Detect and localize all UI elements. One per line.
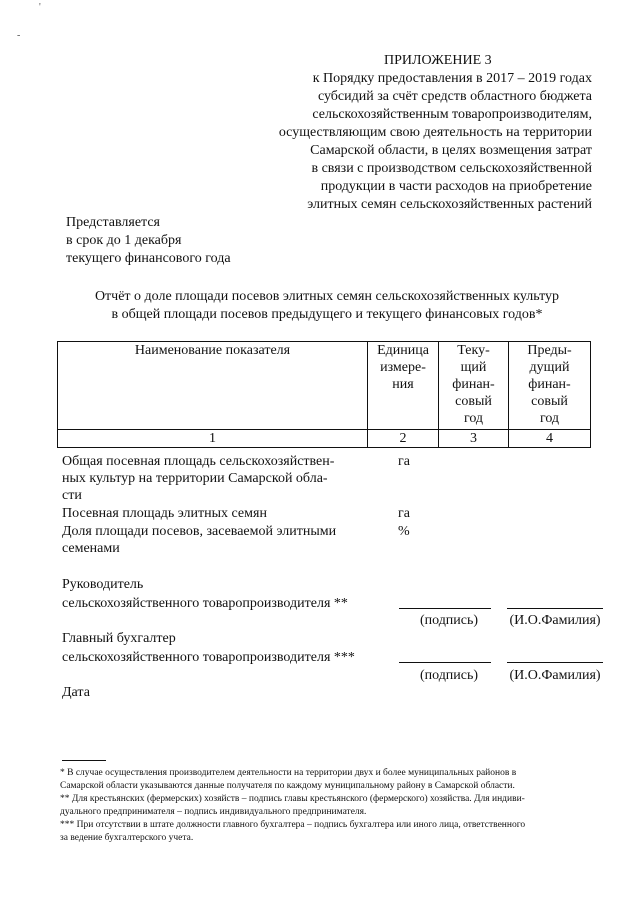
name-caption: (И.О.Фамилия) (509, 613, 601, 628)
submission-line: в срок до 1 декабря (66, 233, 182, 248)
report-title (20, 288, 634, 324)
submission-line: Представляется (66, 215, 160, 230)
name-caption: (И.О.Фамилия) (509, 668, 601, 683)
appendix-line: осуществляющим свою деятельность на территории (278, 125, 592, 140)
report-title-line: Отчёт о доле площади посевов элитных семян сельскохозяйственных культур (94, 289, 560, 304)
footnote-line: ** Для крестьянских (фермерских) хозяйств – подпись главы крестьянского (фермерского) хозяйства. Для индиви- (60, 794, 525, 804)
signature-role: сельскохозяйственного товаропроизводителя *** (62, 650, 355, 665)
signature-role: сельскохозяйственного товаропроизводителя ** (62, 596, 348, 611)
footnotes (60, 767, 600, 845)
signature-role: Руководитель (62, 577, 144, 592)
row-unit: % (398, 524, 410, 539)
appendix-line: к Порядку предоставления в 2017 – 2019 годах (312, 71, 592, 86)
col-number: 3 (439, 430, 509, 448)
col-header-previous-year: Преды- дущий финан- совый год (509, 342, 591, 430)
scan-mark-top: ' (39, 2, 41, 13)
col-number: 4 (509, 430, 591, 448)
report-title-line: в общей площади посевов предыдущего и текущего финансовых годов* (111, 307, 543, 322)
footnote-line: * В случае осуществления производителем деятельности на территории двух и более муниципальных районов в (60, 768, 517, 778)
appendix-line: в связи с производством сельскохозяйственной (311, 161, 592, 176)
appendix-line: сельскохозяйственным товаропроизводителям, (312, 107, 592, 122)
signature-line (399, 608, 491, 609)
signature-caption: (подпись) (419, 668, 479, 683)
col-header-name: Наименование показателя (58, 342, 368, 430)
row-name: Доля площади посевов, засеваемой элитными семенами (62, 524, 337, 556)
appendix-line: Самарской области, в целях возмещения затрат (310, 143, 592, 158)
appendix-line: продукции в части расходов на приобретение (320, 179, 592, 194)
row-name: Посевная площадь элитных семян (62, 506, 267, 521)
appendix-title: ПРИЛОЖЕНИЕ 3 (384, 53, 492, 68)
submission-note (66, 214, 231, 268)
submission-line: текущего финансового года (66, 251, 231, 266)
report-table-header (57, 341, 591, 448)
name-line (507, 608, 603, 609)
appendix-line: субсидий за счёт средств областного бюджета (317, 89, 592, 104)
signature-caption: (подпись) (419, 613, 479, 628)
footnote-line: Самарской области указываются данные получателя по каждому муниципальному району в Самарской области. (60, 781, 515, 791)
footnote-line: *** При отсутствии в штате должности главного бухгалтера – подпись бухгалтера или иного лица, ответственного (60, 820, 526, 830)
date-label: Дата (62, 685, 90, 700)
col-header-current-year: Теку- щий финан- совый год (439, 342, 509, 430)
row-unit: га (398, 506, 410, 521)
signature-role: Главный бухгалтер (62, 631, 176, 646)
footnote-line: дуального предпринимателя – подпись индивидуального предпринимателя. (60, 807, 367, 817)
row-name: Общая посевная площадь сельскохозяйствен- ных культур на территории Самарской обла- сти (62, 454, 335, 503)
row-unit: га (398, 454, 410, 469)
footnote-line: за ведение бухгалтерского учета. (60, 833, 194, 843)
appendix-line: элитных семян сельскохозяйственных растений (307, 197, 592, 212)
col-number: 1 (58, 430, 368, 448)
name-line (507, 662, 603, 663)
footnote-separator (62, 760, 106, 761)
col-number: 2 (368, 430, 439, 448)
signature-line (399, 662, 491, 663)
col-header-unit: Единица измере- ния (368, 342, 439, 430)
scan-mark-side: - (17, 30, 21, 41)
